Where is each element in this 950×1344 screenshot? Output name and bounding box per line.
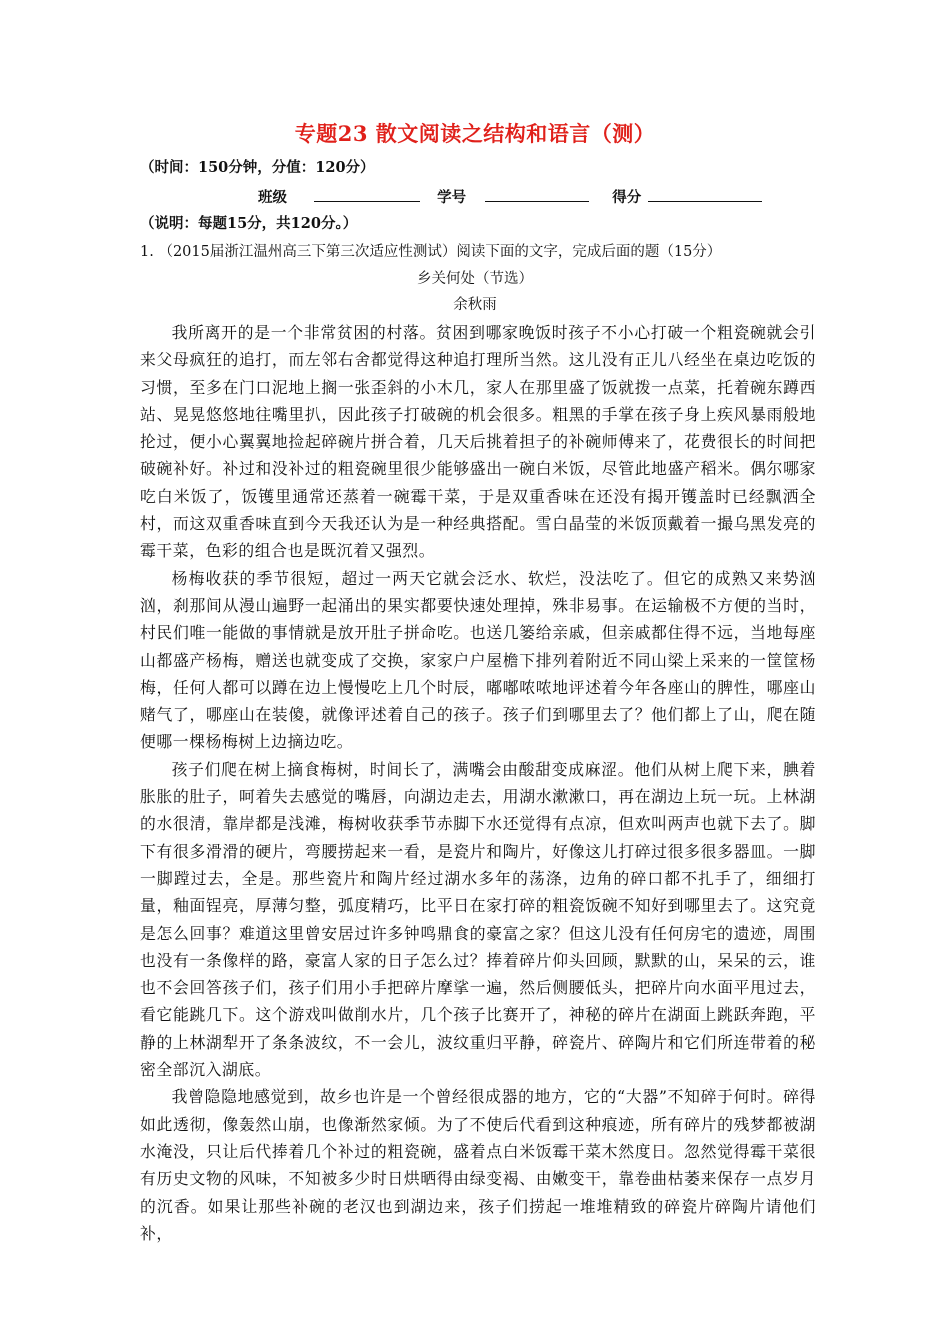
page-title: 专题23 散文阅读之结构和语言（测） [294, 121, 656, 146]
time-score-line: （时间：150分钟，分值：120分） [140, 159, 375, 176]
paragraph: 我曾隐隐地感觉到，故乡也许是一个曾经很成器的地方，它的“大器”不知碎于何时。碎得如此透彻，像轰然山崩，也像渐然家倾。为了不使后代看到这种痕迹，所有碎片的残梦都被湖水淹没，只让后代捧着几个补过的粗瓷碗，盛着点白米饭霉干菜木然度日。忽然觉得霉干菜很有历史文物的风味，不知被多少时日烘晒得由绿变褐、由嫩变干，靠卷曲枯萎来保存一点岁月的沉香。如果让那些补碗的老汉也到湖边来，孩子们捞起一堆堆精致的碎瓷片碎陶片请他们补， [140, 1087, 816, 1243]
article-body [140, 319, 816, 1247]
student-info-row [258, 186, 762, 207]
paragraph: 孩子们爬在树上摘食梅树，时间长了，满嘴会由酸甜变成麻涩。他们从树上爬下来，腆着胀胀的肚子，呵着失去感觉的嘴唇，向湖边走去，用湖水漱漱口，再在湖边上玩一玩。上林湖的水很清，靠岸都是浅滩，梅树收获季节赤脚下水还觉得有点凉，但欢叫两声也就下去了。脚下有很多滑滑的硬片，弯腰捞起来一看，是瓷片和陶片，好像这儿打碎过很多很多器皿。一脚一脚蹚过去，全是。那些瓷片和陶片经过湖水多年的荡涤，边角的碎口都不扎手了，细细打量，釉面锃亮，厚薄匀整，弧度精巧，比平日在家打碎的粗瓷饭碗不知好到哪里去了。这究竟是怎么回事？难道这里曾安居过许多钟鸣鼎食的豪富之家？但这儿没有任何房宅的遗迹，周围也没有一条像样的路，豪富人家的日子怎么过？捧着碎片仰头回顾，默默的山，呆呆的云，谁也不会回答孩子们，孩子们用小手把碎片摩挲一遍，然后侧腰低头，把碎片向水面平甩过去，看它能跳几下。这个游戏叫做削水片，几个孩子比赛开了，神秘的碎片在湖面上跳跃奔跑，平静的上林湖犁开了条条波纹，不一会儿，波纹重归平静，碎瓷片、碎陶片和它们所连带着的秘密全部沉入湖底。 [140, 759, 816, 1080]
class-blank[interactable] [314, 187, 420, 202]
class-label: 班级 [258, 189, 287, 206]
note-line: （说明：每题15分，共120分。） [140, 215, 358, 232]
student-id-blank[interactable] [485, 187, 589, 202]
article-title: 乡关何处（节选） [417, 271, 533, 287]
student-id-label: 学号 [437, 189, 467, 206]
score-label: 得分 [612, 189, 642, 206]
paragraph: 我所离开的是一个非常贫困的村落。贫困到哪家晚饭时孩子不小心打破一个粗瓷碗就会引来父母疯狂的追打，而左邻右舍都觉得这种追打理所当然。这儿没有正儿八经坐在桌边吃饭的习惯，至多在门口泥地上搁一张歪斜的小木几，家人在那里盛了饭就拨一点菜，托着碗东蹲西站、晃晃悠悠地往嘴里扒，因此孩子打破碗的机会很多。粗黑的手掌在孩子身上疾风暴雨般地抡过，便小心翼翼地捡起碎碗片拼合着，几天后挑着担子的补碗师傅来了，花费很长的时间把破碗补好。补过和没补过的粗瓷碗里很少能够盛出一碗白米饭，尽管此地盛产稻米。偶尔哪家吃白米饭了，饭镬里通常还蒸着一碗霉干菜，于是双重香味在还没有揭开镬盖时已经飘洒全村，而这双重香味直到今天我还认为是一种经典搭配。雪白晶莹的米饭顶戴着一撮乌黑发亮的霉干菜，色彩的组合也是既沉着又强烈。 [140, 323, 816, 561]
paragraph: 杨梅收获的季节很短，超过一两天它就会泛水、软烂，没法吃了。但它的成熟又来势汹汹，刹那间从漫山遍野一起涌出的果实都要快速处理掉，殊非易事。在运输极不方便的当时，村民们唯一能做的事情就是放开肚子拼命吃。也送几篓给亲戚，但亲戚都住得不远，当地每座山都盛产杨梅，赠送也就变成了交换，家家户户屋檐下排列着附近不同山梁上采来的一筐筐杨梅，任何人都可以蹲在边上慢慢吃上几个时辰，嘟嘟哝哝地评述着今年各座山的脾性，哪座山赌气了，哪座山在装傻，就像评述着自己的孩子。孩子们到哪里去了？他们都上了山，爬在随便哪一棵杨梅树上边摘边吃。 [140, 568, 816, 752]
article-author: 余秋雨 [453, 297, 497, 313]
question-1-prompt: 1. （2015届浙江温州高三下第三次适应性测试）阅读下面的文字，完成后面的题（15分） [140, 244, 722, 260]
score-blank[interactable] [648, 187, 762, 202]
